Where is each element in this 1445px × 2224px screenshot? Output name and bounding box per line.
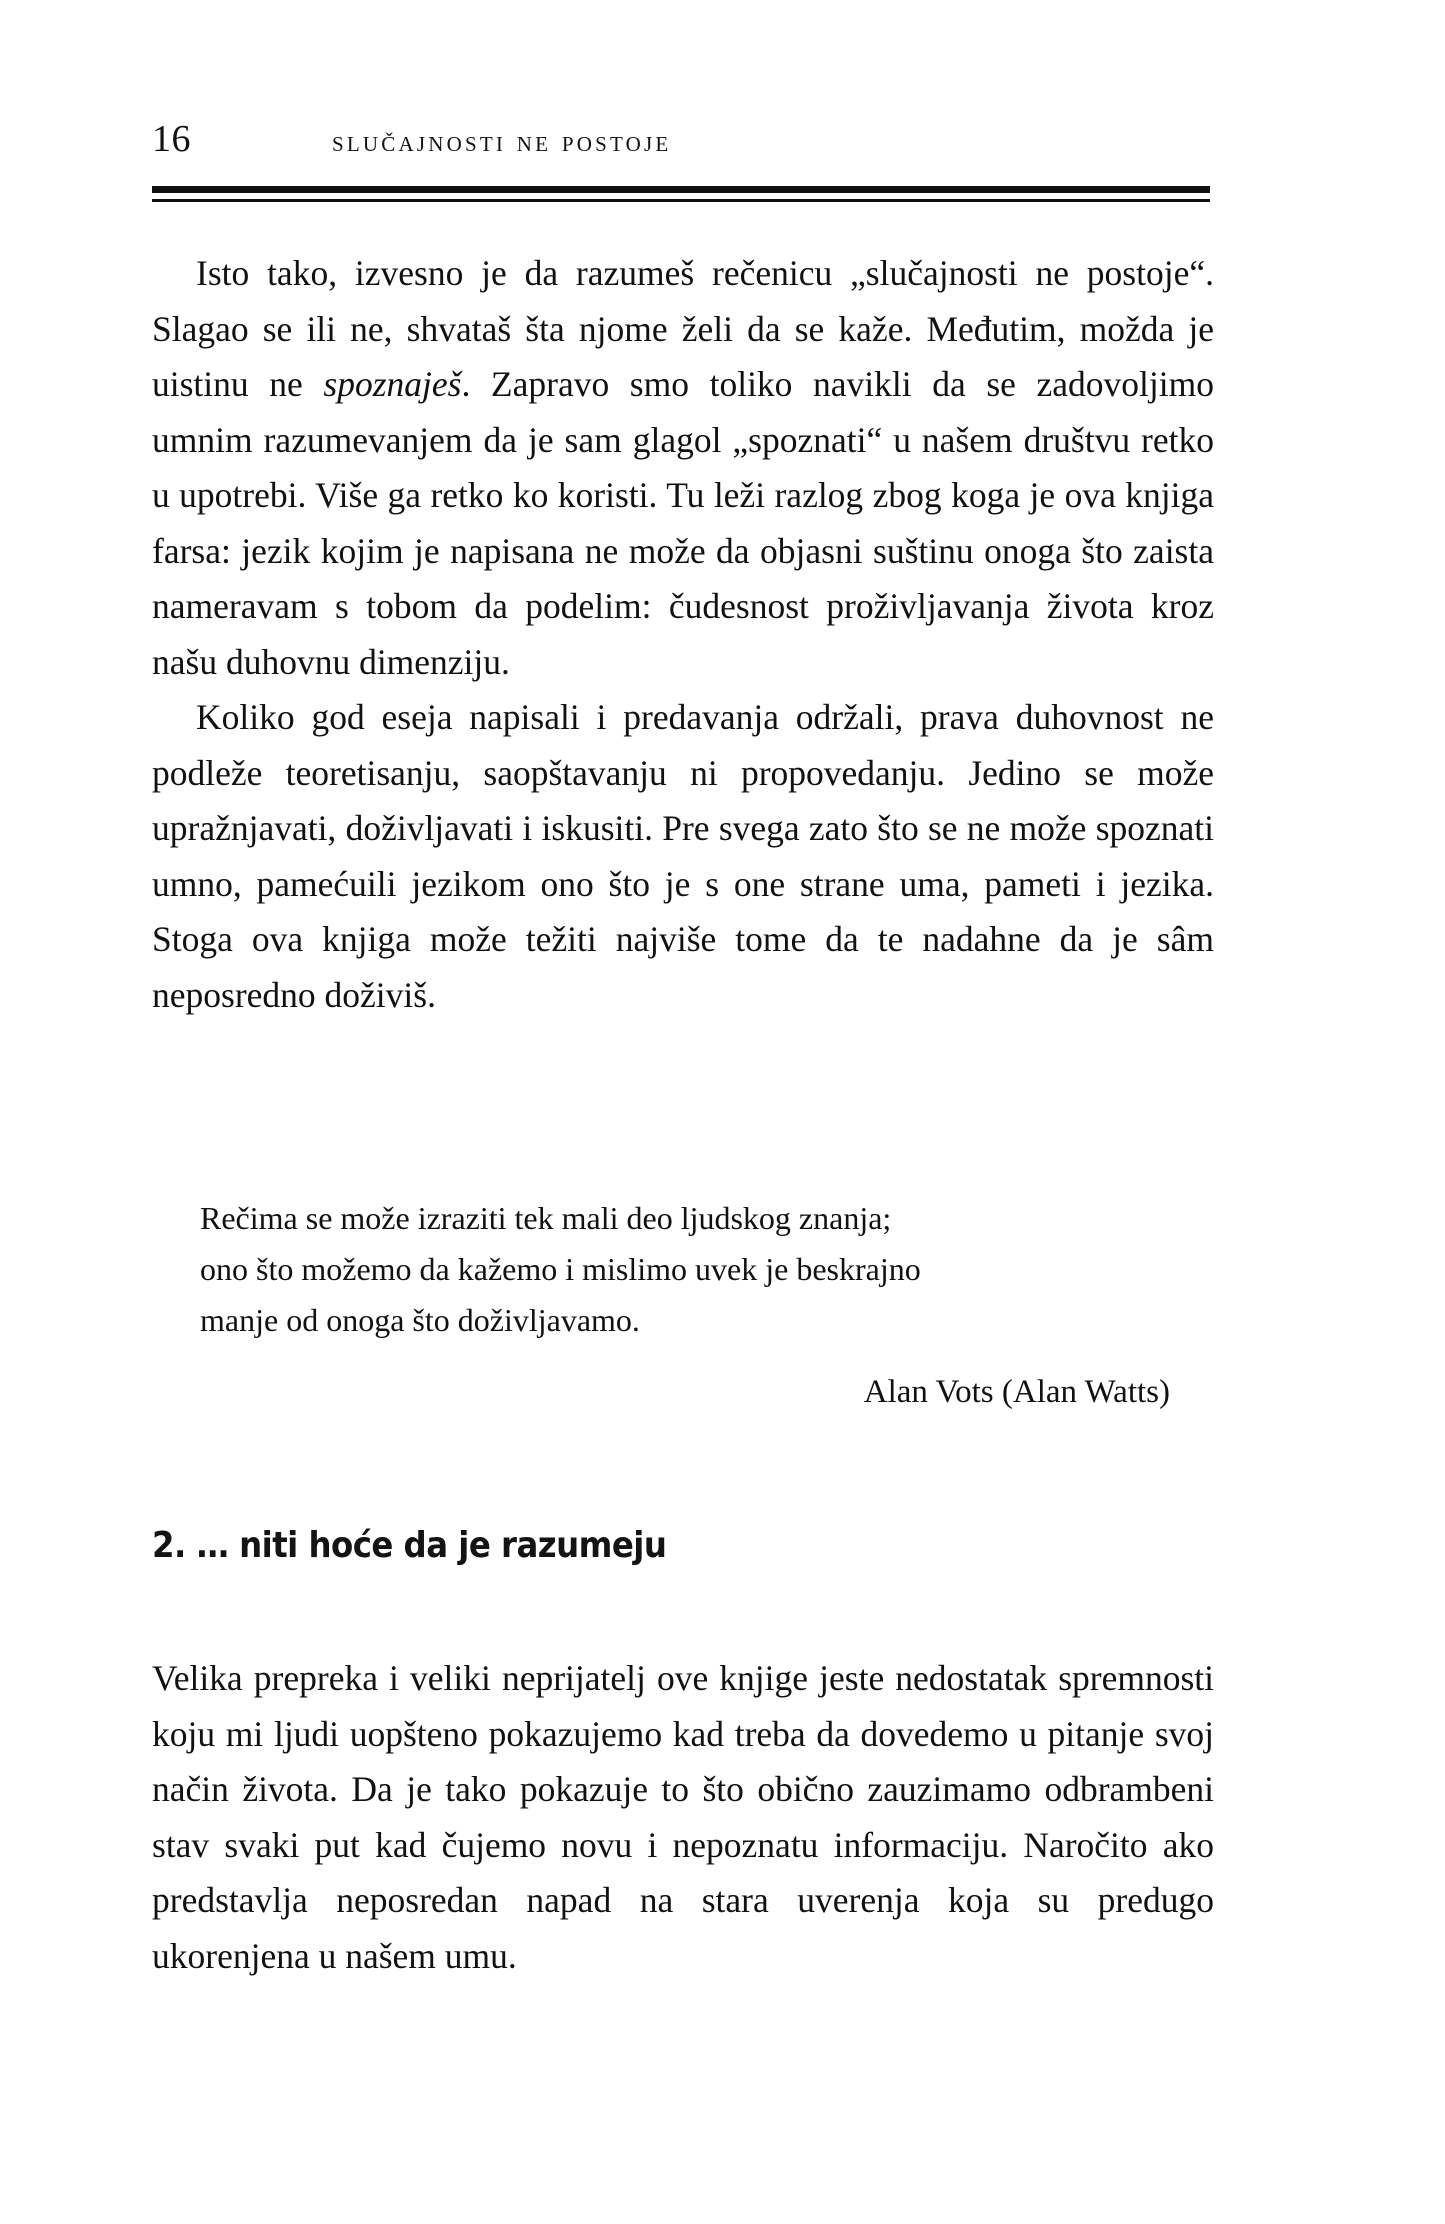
quote-line-1: Rečima se može izraziti tek mali deo ljudskog znanja; (200, 1200, 892, 1236)
section-heading: 2. … niti hoće da je razumeju (152, 1525, 667, 1566)
section-paragraph: Velika prepreka i veliki neprijatelj ove knjige jeste nedostatak spremnosti koju mi ljudi uopšteno pokazujemo kad treba da dovedemo u pitanje svoj način života. Da je tako pokazuje to što obično zauzimamo odbrambeni stav svaki put kad čujemo novu i nepoznatu informaciju. Naročito ako predstavlja neposredan napad na stara uverenja koja su predugo ukorenjena u našem umu. (152, 1658, 1214, 1976)
body-column (152, 246, 1214, 1023)
header-double-rule (152, 186, 1210, 202)
header-rule-thick (152, 186, 1210, 193)
paragraph-2: Koliko god eseja napisali i predavanja održali, prava duhovnost ne podleže teoretisanju, saopštavanju ni propovedanju. Jedino se može upražnjavati, doživljavati i iskusiti. Pre svega zato što se ne može spoznati umno, pamećuili jezikom ono što je s one strane uma, pameti i jezika. Stoga ova knjiga može težiti najviše tome da te nadahne da je sâm neposredno doživiš. (152, 697, 1214, 1015)
paragraph-1-part-a: Isto tako, izvesno je da razumeš rečenicu „slučajnosti ne postoje“. Slagao se ili ne, shvataš šta njome želi da se kaže. Međutim, možda je uistinu ne (152, 253, 1214, 404)
paragraph-1 (152, 246, 1214, 690)
paragraph-1-part-b: . Zapravo smo toliko navikli da se zadovoljimo umnim razumevanjem da je sam glagol „spoznati“ u našem društvu retko u upotrebi. Više ga retko ko koristi. Tu leži razlog zbog koga je ova knjiga farsa: jezik kojim je napisana ne može da objasni suštinu onoga što zaista nameravam s tobom da podelim: čudesnost proživljavanja života kroz našu duhovnu dimenziju. (152, 364, 1214, 682)
paragraph-1-emphasis: spoznaješ (323, 364, 462, 404)
quote-attribution: Alan Vots (Alan Watts) (863, 1374, 1170, 1410)
quote-line-2: ono što možemo da kažemo i mislimo uvek je beskrajno (200, 1251, 921, 1287)
page-number: 16 (152, 118, 191, 160)
running-head-title: slučajnosti ne postoje (332, 125, 672, 158)
section-body-column (152, 1651, 1214, 1984)
pull-quote (200, 1193, 1170, 1416)
running-head (152, 120, 1210, 176)
quote-line-3: manje od onoga što doživljavamo. (200, 1302, 640, 1338)
header-rule-thin (152, 199, 1210, 202)
